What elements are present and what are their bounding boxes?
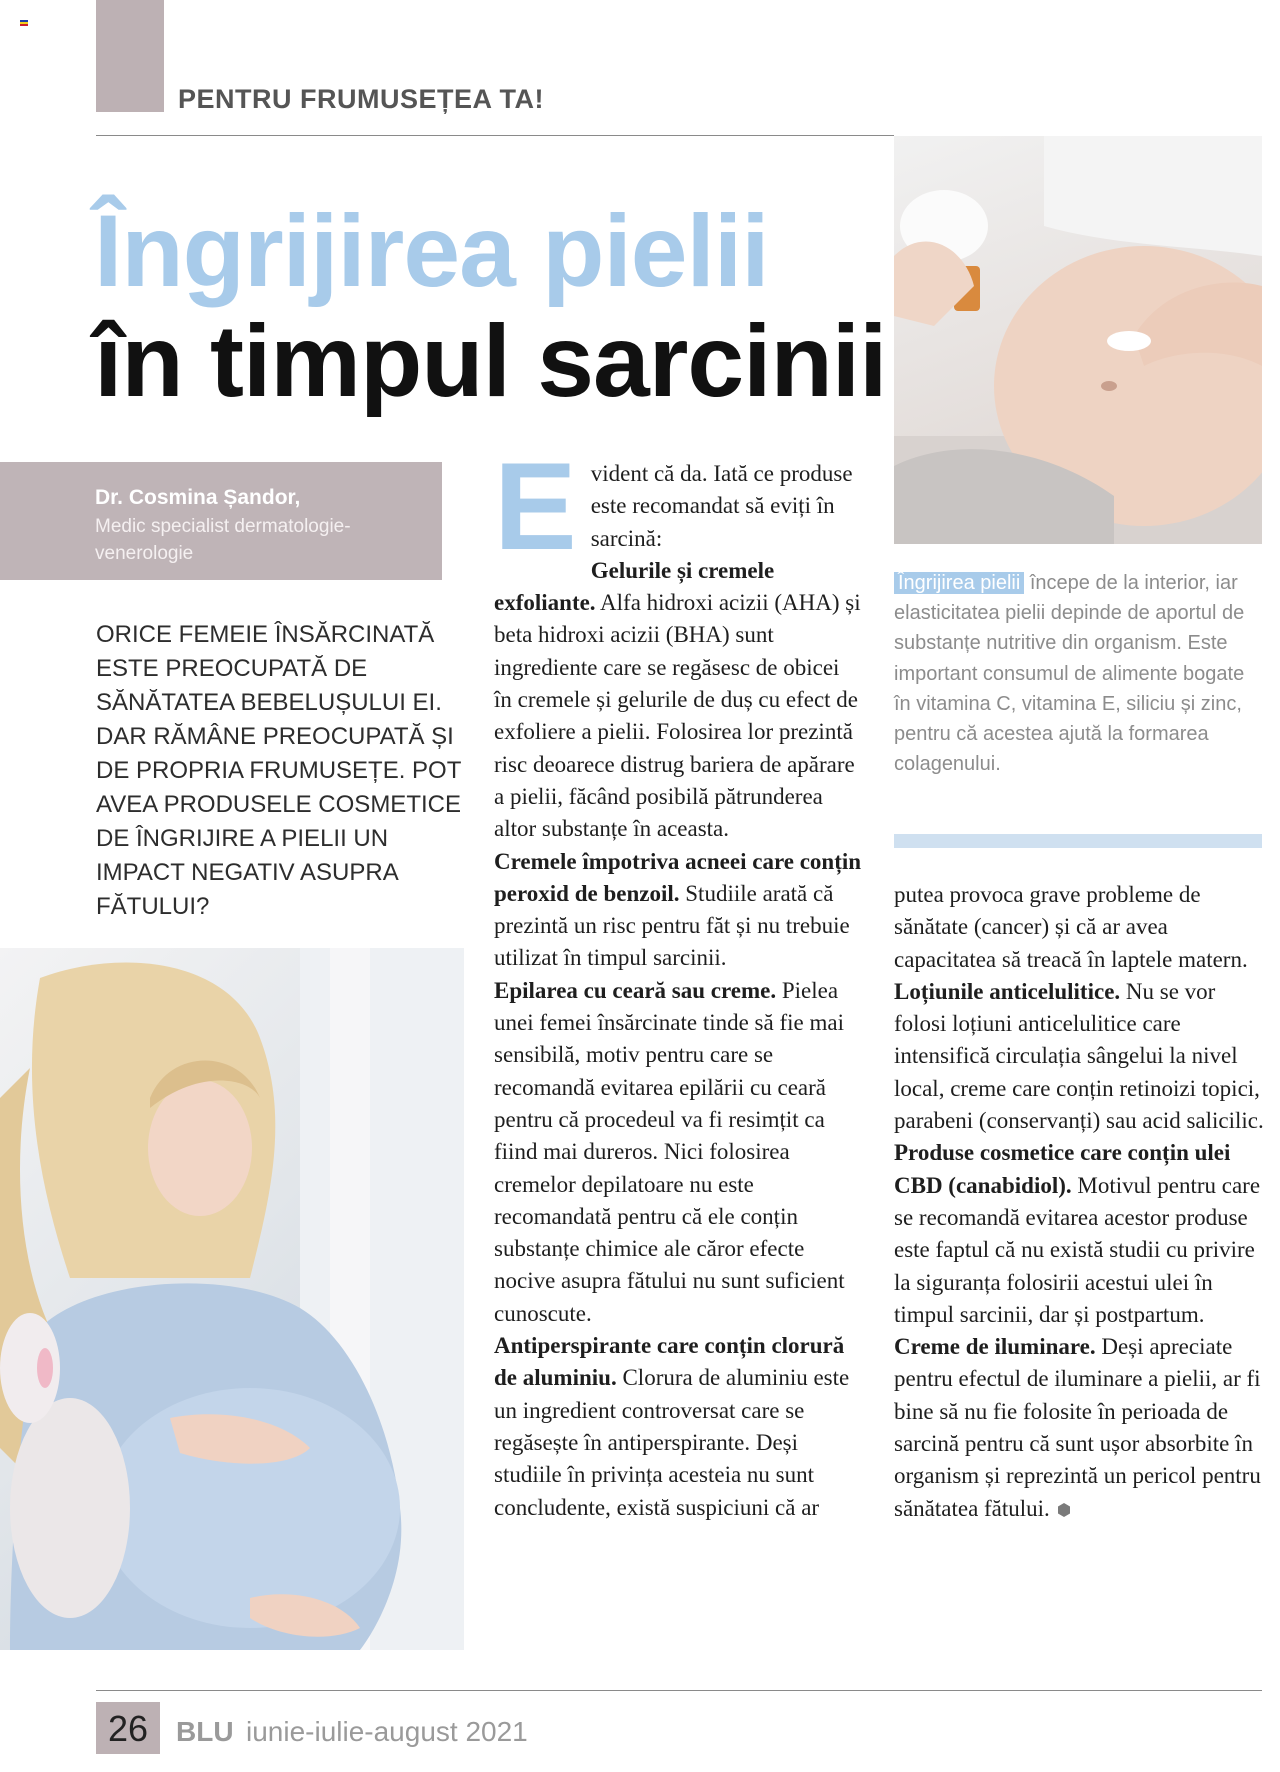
- article-column-middle: [494, 438, 862, 1524]
- pull-quote: [894, 568, 1264, 779]
- paragraph-heading: Gelurile și cremele exfoliante.: [494, 557, 775, 616]
- paragraph-heading: Produse cosmetice care conțin ulei CBD (canabidiol).: [894, 1140, 1231, 1198]
- article-title-line1: Îngrijirea pielii: [94, 194, 769, 308]
- article-paragraph: [894, 1331, 1266, 1525]
- pull-quote-highlight: Îngrijirea pielii: [894, 572, 1024, 594]
- article-paragraph: [894, 976, 1266, 1137]
- paragraph-text: Pielea unei femei însărcinate tinde să fie mai sensibilă, motiv pentru care se recomandă evitarea epilării cu ceară pentru că procedeul va fi resimțit ca fiind mai dureros. Nici folosirea cremelor depilatoare nu este recomandată pentru că ele conțin substanțe chimice ale căror efecte nocive asupra fătului nu sunt suficient cunoscute.: [494, 977, 845, 1326]
- magazine-brand: BLU: [176, 1716, 234, 1747]
- drop-cap: E: [494, 438, 577, 576]
- article-paragraph: [494, 975, 862, 1330]
- article-paragraph: [494, 846, 862, 975]
- paragraph-text: Alfa hidroxi acizii (AHA) și beta hidroxi acizii (BHA) sunt ingrediente care se regăsesc de obicei în cremele și gelurile de duș cu efect de exfoliere a pielii. Folosirea lor prezintă risc deoarece distrug bariera de apărare a pielii, făcând posibilă pătrunderea altor substanțe în aceasta.: [494, 590, 861, 842]
- article-title-line2: în timpul sarcinii: [94, 304, 887, 418]
- photo-belly-cream: [894, 136, 1262, 544]
- section-tab-block: [96, 0, 164, 112]
- continuation-text: putea provoca grave probleme de sănătate (cancer) și că ar avea capacitatea să treacă în laptele matern.: [894, 882, 1248, 972]
- lead-text: vident că da. Iată ce produse este recomandat să eviți în sarcină:: [590, 461, 853, 551]
- footer-divider: [96, 1690, 1262, 1691]
- paragraph-text: Nu se vor folosi loțiuni anticelulitice care intensifică circulația sângelui la nivel local, creme care conțin retinoizi topici, parabeni (conservanți) sau acid salicilic.: [894, 978, 1264, 1134]
- article-paragraph: [494, 1330, 862, 1524]
- paragraph-heading: Antiperspirante care conțin clorură de aluminiu.: [494, 1333, 845, 1391]
- paragraph-heading: Cremele împotriva acneei care conțin peroxid de benzoil.: [494, 848, 862, 906]
- author-role: Medic specialist dermatologie-venerologie: [95, 516, 351, 564]
- intro-lead: ORICE FEMEIE ÎNSĂRCINATĂ ESTE PREOCUPATĂ DE SĂNĂTATEA BEBELUȘULUI EI. DAR RĂMÂNE PREOCUPATĂ ȘI DE PROPRIA FRUMUSEȚE. POT AVEA PRODUSELE COSMETICE DE ÎNGRIJIRE A PIELII UN IMPACT NEGATIV ASUPRA FĂTULUI?: [96, 621, 461, 920]
- paragraph-text: Motivul pentru care se recomandă evitarea acestor produse este faptul că nu există studii cu privire la siguranța folosirii acestui ulei în timpul sarcinii, dar și postpartum.: [894, 1172, 1261, 1327]
- flag-icon: [20, 20, 28, 26]
- paragraph-text: Clorura de aluminiu este un ingredient controversat care se regăsește în antiperspirante. Deși studiile în privința acesteia nu sunt concludente, există suspiciuni că ar: [494, 1365, 850, 1520]
- section-title: PENTRU FRUMUSEȚEA TA!: [178, 84, 544, 114]
- photo-pregnant-woman: [0, 948, 464, 1650]
- pull-quote-text: începe de la interior, iar elasticitatea pielii depinde de aportul de substanțe nutritive din organism. Este important consumul de alimente bogate în vitamina C, vitamina E, siliciu și zinc, pentru că acestea ajută la formarea colagenului.: [894, 572, 1245, 776]
- paragraph-heading: Loțiunile anticelulitice.: [894, 978, 1121, 1004]
- paragraph-text: Deși apreciate pentru efectul de iluminare a pielii, ar fi bine să nu fie folosite în perioada de sarcină pentru că sunt ușor absorbite în organism și reprezintă un pericol pentru sănătatea fătului.: [894, 1334, 1261, 1521]
- article-paragraph: [494, 555, 862, 846]
- paragraph-heading: Creme de iluminare.: [894, 1334, 1096, 1360]
- page-number: 26: [107, 1708, 149, 1749]
- blu-end-mark-icon: [1056, 1502, 1072, 1518]
- article-column-right: [894, 879, 1266, 1525]
- lead-paragraph: [494, 438, 862, 576]
- article-paragraph: [894, 1137, 1266, 1331]
- pull-quote-bar: [894, 834, 1262, 848]
- author-name: Dr. Cosmina Șandor,: [95, 486, 301, 509]
- paragraph-text: Studiile arată că prezintă un risc pentru făt și nu trebuie utilizat în timpul sarcinii.: [494, 880, 850, 971]
- header-divider: [96, 135, 894, 136]
- issue-date: iunie-iulie-august 2021: [246, 1716, 528, 1747]
- paragraph-heading: Epilarea cu ceară sau creme.: [494, 977, 777, 1003]
